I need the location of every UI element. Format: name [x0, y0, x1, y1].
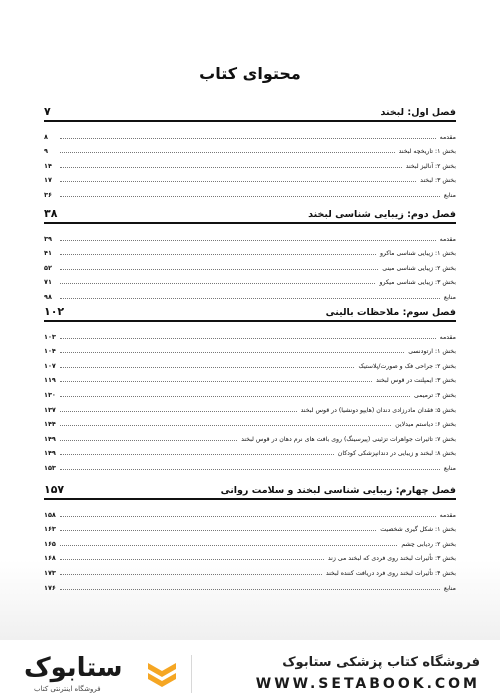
- toc-entry-page: ۵۲: [44, 263, 52, 272]
- dot-leader: [60, 181, 416, 182]
- dot-leader: [60, 240, 436, 241]
- chapter-block: [44, 202, 456, 301]
- toc-entry-label: بخش ۸: لبخند و زیبایی در دندانپزشکی کودکان: [337, 450, 456, 458]
- toc-entry[interactable]: [44, 533, 456, 548]
- dot-leader: [60, 559, 324, 560]
- toc-entry[interactable]: [44, 548, 456, 563]
- dot-leader: [60, 440, 237, 441]
- toc-entry-label: بخش ۶: دیاستم میدلاین: [395, 421, 456, 429]
- chapter-block: [44, 100, 456, 199]
- toc-entry-page: ۱۱۹: [44, 376, 56, 385]
- toc-entry-label: بخش ۲: زیبایی شناسی مینی: [382, 264, 456, 272]
- toc-entry-page: ۳۹: [44, 234, 52, 243]
- toc-entry-page: ۸: [44, 132, 48, 141]
- chapter-page-number: ۳۸: [44, 207, 58, 220]
- toc-entry[interactable]: [44, 399, 456, 414]
- toc-entry-page: ۱۰۳: [44, 332, 56, 341]
- toc-entry-page: ۱۵۸: [44, 510, 56, 519]
- toc-entry-page: ۱۷۶: [44, 583, 56, 592]
- toc-entry-label: منابع: [443, 464, 456, 472]
- toc-entry-label: بخش ۱: تاریخچه لبخند: [398, 148, 456, 156]
- toc-entry-page: ۱۶۸: [44, 554, 56, 563]
- toc-entry-page: ۱۳۰: [44, 390, 56, 399]
- toc-entry[interactable]: [44, 414, 456, 429]
- dot-leader: [60, 352, 404, 353]
- toc-entry[interactable]: [44, 155, 456, 170]
- toc-entry[interactable]: [44, 141, 456, 156]
- toc-entry[interactable]: [44, 519, 456, 534]
- toc-entry-label: مقدمه: [439, 133, 456, 141]
- toc-entry[interactable]: [44, 384, 456, 399]
- chapter-heading[interactable]: [44, 478, 456, 500]
- chapter-title: فصل دوم: زیبایی شناسی لبخند: [308, 209, 456, 220]
- chapter-heading[interactable]: [44, 100, 456, 122]
- toc-entry-page: ۱۶۳: [44, 525, 56, 534]
- toc-entry-label: بخش ۱: زیبایی شناسی ماکرو: [379, 250, 456, 258]
- store-logo[interactable]: [14, 653, 184, 697]
- toc-entry-page: ۱۴۹: [44, 434, 56, 443]
- chapter-page-number: ۷: [44, 105, 51, 118]
- toc-entry-label: بخش ۲: آنالیز لبخند: [405, 162, 456, 170]
- toc-entry-label: منابع: [443, 191, 456, 199]
- dot-leader: [60, 396, 410, 397]
- chevron-logo-icon: [144, 659, 180, 691]
- toc-entry[interactable]: [44, 243, 456, 258]
- toc-entry[interactable]: [44, 457, 456, 472]
- toc-entry[interactable]: [44, 370, 456, 385]
- toc-entry-page: ۳۶: [44, 190, 52, 199]
- dot-leader: [60, 425, 391, 426]
- toc-entry-label: مقدمه: [439, 333, 456, 341]
- toc-entry[interactable]: [44, 184, 456, 199]
- dot-leader: [60, 381, 372, 382]
- dot-leader: [60, 574, 322, 575]
- chapter-block: [44, 300, 456, 472]
- dot-leader: [60, 516, 436, 517]
- toc-entry[interactable]: [44, 126, 456, 141]
- toc-entry[interactable]: [44, 257, 456, 272]
- footer-divider: [191, 655, 192, 693]
- toc-entry-label: منابع: [443, 584, 456, 592]
- toc-entry-label: بخش ۷: تاثیرات جواهرات تزئینی (پیرسینگ) روی بافت های نرم دهان در قوس لبخند: [241, 435, 456, 443]
- toc-entry-label: بخش ۳: لبخند: [420, 177, 456, 185]
- store-footer: [0, 645, 500, 700]
- chapter-title: فصل اول: لبخند: [380, 107, 456, 118]
- chapter-heading[interactable]: [44, 202, 456, 224]
- store-name: فروشگاه کتاب پزشکی ستابوک: [282, 655, 480, 670]
- dot-leader: [60, 138, 436, 139]
- toc-entry-page: ۱۰۷: [44, 361, 56, 370]
- toc-entry-page: ۴۱: [44, 249, 52, 258]
- toc-entry-label: مقدمه: [439, 235, 456, 243]
- logo-wordmark: ستابوک: [24, 653, 123, 683]
- dot-leader: [60, 283, 375, 284]
- logo-tagline: فروشگاه اینترنتی کتاب: [34, 685, 101, 693]
- toc-entry-page: ۷۱: [44, 278, 52, 287]
- dot-leader: [60, 530, 376, 531]
- dot-leader: [60, 196, 440, 197]
- chapter-title: فصل چهارم: زیبایی شناسی لبخند و سلامت روانی: [220, 485, 456, 496]
- toc-entry-label: بخش ۲: ردیابی چشم: [401, 540, 456, 548]
- toc-entry-label: بخش ۱: ارتودنسی: [408, 348, 456, 356]
- toc-entry-label: بخش ۱: شکل گیری شخصیت: [380, 526, 456, 534]
- store-url-link[interactable]: WWW.SETABOOK.COM: [255, 676, 480, 692]
- toc-entry-label: بخش ۳: ایمپلنت در قوس لبخند: [375, 377, 456, 385]
- toc-entry-label: مقدمه: [439, 511, 456, 519]
- toc-entry[interactable]: [44, 341, 456, 356]
- dot-leader: [60, 254, 376, 255]
- toc-entry-label: بخش ۴: تأثیرات لبخند روی فرد دریافت کننده لبخند: [325, 569, 456, 577]
- dot-leader: [60, 269, 378, 270]
- dot-leader: [60, 469, 440, 470]
- dot-leader: [60, 338, 436, 339]
- toc-entry-page: ۱۰۴: [44, 347, 56, 356]
- toc-entry-label: بخش ۳: زیبایی شناسی میکرو: [379, 279, 456, 287]
- toc-entry-label: منابع: [443, 293, 456, 301]
- chapter-page-number: ۱۰۲: [44, 305, 65, 318]
- dot-leader: [60, 589, 440, 590]
- toc-entry[interactable]: [44, 170, 456, 185]
- chapter-page-number: ۱۵۷: [44, 483, 65, 496]
- toc-entry[interactable]: [44, 428, 456, 443]
- dot-leader: [60, 545, 397, 546]
- dot-leader: [60, 454, 334, 455]
- dot-leader: [60, 167, 402, 168]
- toc-entry-page: ۹۸: [44, 292, 52, 301]
- page-title: محتوای کتاب: [199, 64, 301, 83]
- toc-entry-label: بخش ۳: تأثیرات لبخند روی فردی که لبخند می زند: [327, 555, 456, 563]
- toc-entry[interactable]: [44, 443, 456, 458]
- toc-entry[interactable]: [44, 326, 456, 341]
- toc-entry-page: ۱۷: [44, 176, 52, 185]
- chapter-title: فصل سوم: ملاحظات بالینی: [325, 307, 456, 318]
- toc-entry[interactable]: [44, 286, 456, 301]
- dot-leader: [60, 298, 440, 299]
- toc-entry-label: بخش ۵: فقدان مادرزادی دندان (هایپو دونشیا) در قوس لبخند: [300, 406, 456, 414]
- toc-entry-page: ۱۳۷: [44, 405, 56, 414]
- toc-entry[interactable]: [44, 577, 456, 592]
- toc-entry[interactable]: [44, 272, 456, 287]
- toc-entry[interactable]: [44, 228, 456, 243]
- toc-entry-page: ۱۷۳: [44, 568, 56, 577]
- toc-entry[interactable]: [44, 355, 456, 370]
- toc-entry-label: بخش ۲: جراحی فک و صورت/پلاستیک: [358, 362, 456, 370]
- toc-entry-page: ۱۴: [44, 161, 52, 170]
- toc-entry[interactable]: [44, 562, 456, 577]
- chapter-block: [44, 478, 456, 592]
- toc-entry-page: ۱۶۵: [44, 539, 56, 548]
- toc-entry-page: ۹: [44, 147, 48, 156]
- toc-entry-label: بخش ۴: ترمیمی: [413, 391, 456, 399]
- toc-entry-page: ۱۴۹: [44, 449, 56, 458]
- toc-entry-page: ۱۴۴: [44, 420, 56, 429]
- chapter-heading[interactable]: [44, 300, 456, 322]
- dot-leader: [60, 367, 354, 368]
- toc-entry[interactable]: [44, 504, 456, 519]
- dot-leader: [60, 152, 395, 153]
- toc-entry-page: ۱۵۳: [44, 463, 56, 472]
- dot-leader: [60, 411, 297, 412]
